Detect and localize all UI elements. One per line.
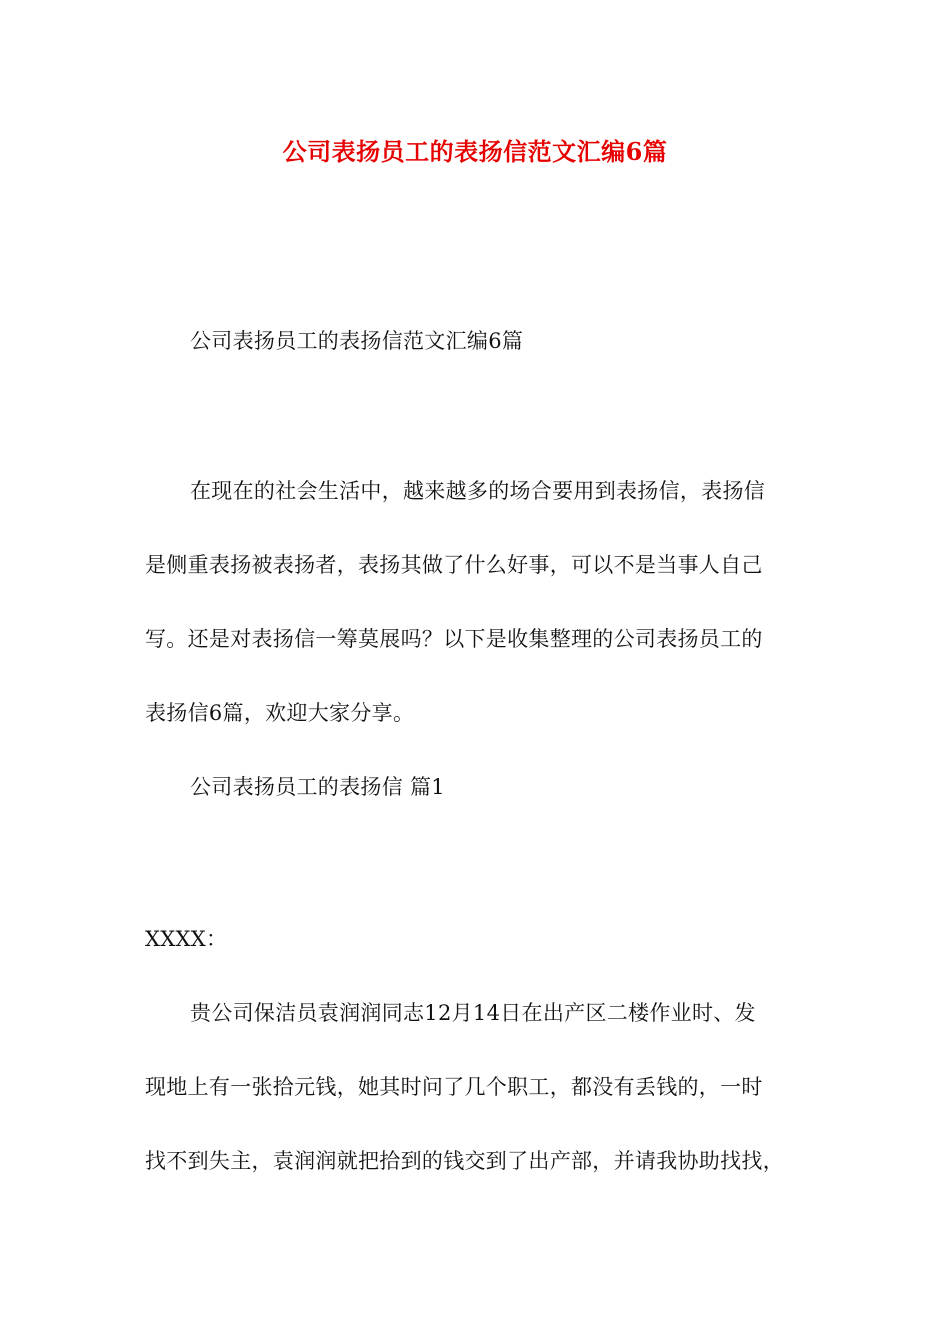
intro-line-3: 写。还是对表扬信一筹莫展吗？以下是收集整理的公司表扬员工的 xyxy=(145,627,763,651)
intro-line-4: 表扬信6篇，欢迎大家分享。 xyxy=(145,701,415,725)
intro-line-2: 是侧重表扬被表扬者，表扬其做了什么好事，可以不是当事人自己 xyxy=(145,553,763,577)
section-heading: 公司表扬员工的表扬信 篇1 xyxy=(190,775,445,799)
body-line-3: 找不到失主，袁润润就把拾到的钱交到了出产部，并请我协助找找， xyxy=(145,1149,784,1173)
document-title: 公司表扬员工的表扬信范文汇编6篇 xyxy=(282,137,668,166)
intro-line-1: 在现在的社会生活中，越来越多的场合要用到表扬信，表扬信 xyxy=(190,479,766,503)
salutation: XXXX： xyxy=(145,927,228,951)
document-subtitle: 公司表扬员工的表扬信范文汇编6篇 xyxy=(190,329,524,353)
body-line-2: 现地上有一张拾元钱，她其时问了几个职工，都没有丢钱的，一时 xyxy=(145,1075,763,1099)
body-line-1: 贵公司保洁员袁润润同志12月14日在出产区二楼作业时、发 xyxy=(190,1001,756,1025)
